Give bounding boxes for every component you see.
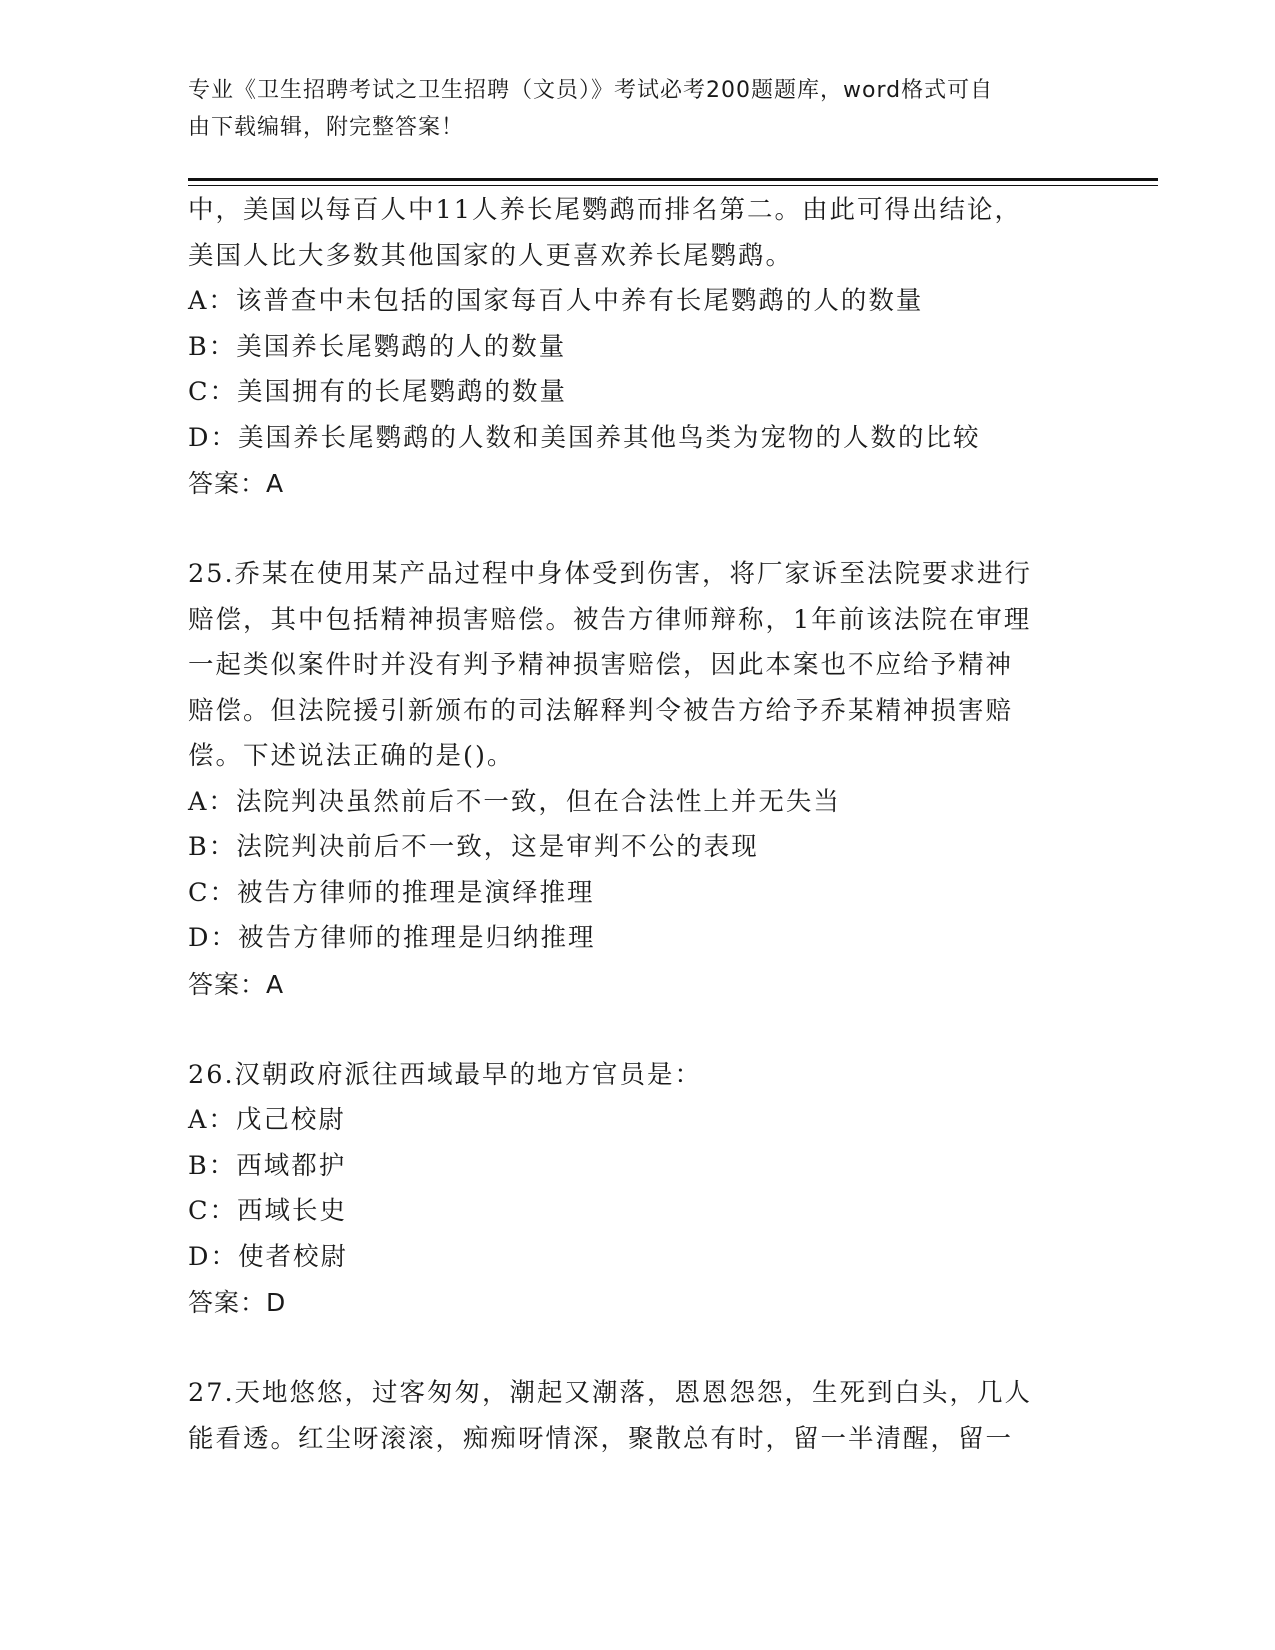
question-stem-line: 偿。下述说法正确的是()。 xyxy=(188,741,515,771)
spacer xyxy=(188,507,1088,553)
question-stem-line: 26.汉朝政府派往西域最早的地方官员是： xyxy=(188,1059,703,1090)
option-b: B：西域都护 xyxy=(188,1150,347,1181)
spacer xyxy=(188,1326,1088,1372)
question-stem-line: 25.乔某在使用某产品过程中身体受到伤害，将厂家诉至法院要求进行 xyxy=(188,559,1033,589)
question-24 xyxy=(188,188,1088,507)
question-26 xyxy=(188,1053,1088,1326)
header-rule-thick xyxy=(188,178,1158,181)
option-a: A：戊己校尉 xyxy=(188,1105,346,1135)
question-stem-line: 一起类似案件时并没有判予精神损害赔偿，因此本案也不应给予精神 xyxy=(188,650,1014,680)
option-d: D：使者校尉 xyxy=(188,1241,348,1272)
answer-line: 答案：A xyxy=(188,969,285,999)
question-stem-line: 赔偿，其中包括精神损害赔偿。被告方律师辩称，1年前该法院在审理 xyxy=(188,604,1032,635)
option-b: B：美国养长尾鹦鹉的人的数量 xyxy=(188,331,567,362)
question-stem-line: 27.天地悠悠，过客匆匆，潮起又潮落，恩恩怨怨，生死到白头，几人 xyxy=(188,1378,1033,1408)
option-a: A：该普查中未包括的国家每百人中养有长尾鹦鹉的人的数量 xyxy=(188,286,924,316)
answer-line: 答案：D xyxy=(188,1288,287,1317)
option-c: C：美国拥有的长尾鹦鹉的数量 xyxy=(188,377,568,407)
document-header xyxy=(188,72,1088,146)
header-line-1: 专业《卫生招聘考试之卫生招聘（文员）》考试必考200题题库，word格式可自 xyxy=(188,78,994,103)
question-stem-line: 赔偿。但法院援引新颁布的司法解释判令被告方给予乔某精神损害赔 xyxy=(188,695,1014,726)
header-rule-thin xyxy=(188,185,1158,186)
option-c: C：西域长史 xyxy=(188,1196,348,1226)
spacer xyxy=(188,1007,1088,1053)
question-25 xyxy=(188,552,1088,1007)
question-stem-line: 美国人比大多数其他国家的人更喜欢养长尾鹦鹉。 xyxy=(188,240,794,271)
option-a: A：法院判决虽然前后不一致，但在合法性上并无失当 xyxy=(188,786,841,817)
question-27 xyxy=(188,1371,1088,1462)
header-line-2: 由下载编辑，附完整答案！ xyxy=(188,115,465,140)
question-stem-line: 中，美国以每百人中11人养长尾鹦鹉而排名第二。由此可得出结论， xyxy=(188,195,1022,225)
document-body xyxy=(188,188,1088,1462)
question-stem-line: 能看透。红尘呀滚滚，痴痴呀情深，聚散总有时，留一半清醒，留一 xyxy=(188,1423,1014,1454)
option-b: B：法院判决前后不一致，这是审判不公的表现 xyxy=(188,832,759,862)
option-d: D：被告方律师的推理是归纳推理 xyxy=(188,923,596,953)
option-d: D：美国养长尾鹦鹉的人数和美国养其他鸟类为宠物的人数的比较 xyxy=(188,422,981,453)
answer-line: 答案：A xyxy=(188,469,285,498)
option-c: C：被告方律师的推理是演绎推理 xyxy=(188,877,595,908)
